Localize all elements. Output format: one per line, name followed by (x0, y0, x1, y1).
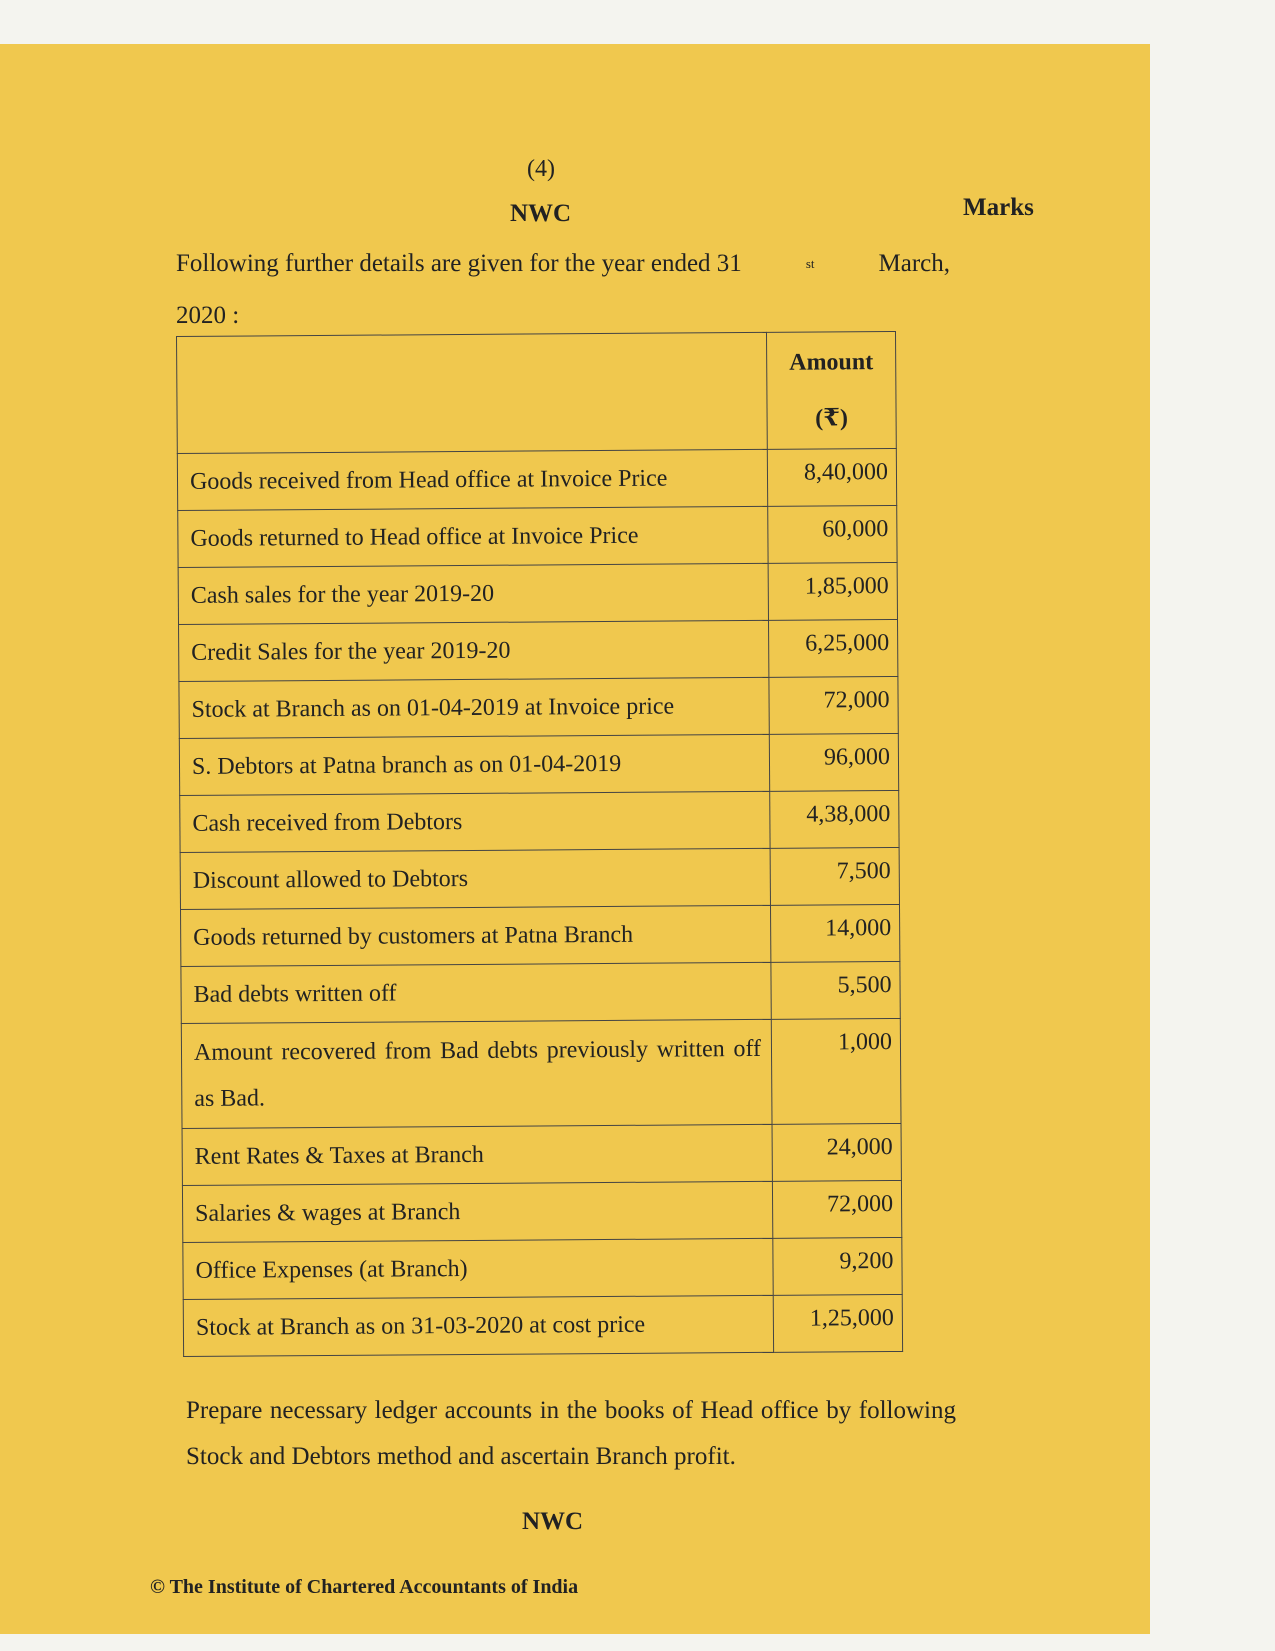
header-currency: (₹) (815, 405, 849, 432)
copyright-notice: © The Institute of Chartered Accountants of India (150, 1576, 579, 1598)
row-desc: Cash received from Debtors (180, 791, 770, 852)
header-blank-cell (177, 332, 768, 453)
row-amount: 1,25,000 (773, 1294, 902, 1352)
table-row (181, 904, 900, 966)
row-amount: 24,000 (772, 1123, 901, 1181)
row-desc: Stock at Branch as on 31-03-2020 at cost price (183, 1295, 773, 1356)
header-code: NWC (510, 200, 572, 227)
row-desc: Goods returned to Head office at Invoice Price (178, 506, 768, 567)
row-amount: 72,000 (769, 676, 898, 734)
row-desc: S. Debtors at Patna branch as on 01-04-2019 (179, 734, 769, 795)
row-amount: 9,200 (773, 1237, 902, 1295)
intro-line-2: 2020 : (176, 302, 240, 329)
table-row (178, 505, 897, 567)
table-row (177, 448, 896, 510)
row-desc: Stock at Branch as on 01-04-2019 at Invoice price (179, 677, 769, 738)
row-amount: 14,000 (770, 904, 899, 962)
row-amount: 1,000 (771, 1018, 901, 1124)
row-amount: 4,38,000 (770, 790, 899, 848)
row-amount: 6,25,000 (768, 619, 897, 677)
row-amount: 7,500 (770, 847, 899, 905)
row-desc: Credit Sales for the year 2019-20 (179, 620, 769, 681)
row-amount: 60,000 (768, 505, 897, 563)
row-amount: 1,85,000 (768, 562, 897, 620)
intro-paragraph (176, 238, 950, 342)
row-amount: 96,000 (769, 733, 898, 791)
table-row (183, 1237, 902, 1299)
table-row (179, 676, 898, 738)
table-row (181, 961, 900, 1023)
row-desc: Office Expenses (at Branch) (183, 1238, 773, 1299)
table-row (178, 562, 897, 624)
table-row (183, 1294, 902, 1356)
table-row (181, 1018, 901, 1128)
row-desc: Amount recovered from Bad debts previously written off as Bad. (181, 1019, 772, 1128)
table-row (182, 1180, 901, 1242)
table-row (180, 790, 899, 852)
row-desc: Rent Rates & Taxes at Branch (182, 1124, 772, 1185)
row-amount: 8,40,000 (767, 448, 896, 506)
row-desc: Cash sales for the year 2019-20 (178, 563, 768, 624)
intro-text-b: March, (878, 250, 950, 277)
row-desc: Goods received from Head office at Invoice Price (177, 449, 767, 510)
row-desc: Salaries & wages at Branch (182, 1181, 772, 1242)
table-row (179, 619, 898, 681)
row-desc: Bad debts written off (181, 962, 771, 1023)
row-amount: 5,500 (771, 961, 900, 1019)
table-header-row (177, 331, 897, 453)
header-amount: Amount (789, 349, 874, 376)
row-desc: Goods returned by customers at Patna Branch (181, 905, 771, 966)
table-row (182, 1123, 901, 1185)
row-amount: 72,000 (772, 1180, 901, 1238)
instruction-paragraph: Prepare necessary ledger accounts in the books of Head office by following Stock and Debtors method and ascertain Branch profit. (186, 1397, 956, 1470)
row-desc: Discount allowed to Debtors (180, 848, 770, 909)
table-row (179, 733, 898, 795)
intro-line-1 (176, 238, 950, 290)
footer-code: NWC (522, 1508, 584, 1535)
marks-label: Marks (963, 194, 1034, 221)
header-amount-cell (766, 331, 896, 449)
intro-superscript: st (805, 256, 815, 271)
table-row (180, 847, 899, 909)
details-table (176, 331, 903, 1357)
page-number: (4) (527, 156, 555, 182)
intro-text-a: Following further details are given for the year ended 31 (176, 250, 742, 277)
